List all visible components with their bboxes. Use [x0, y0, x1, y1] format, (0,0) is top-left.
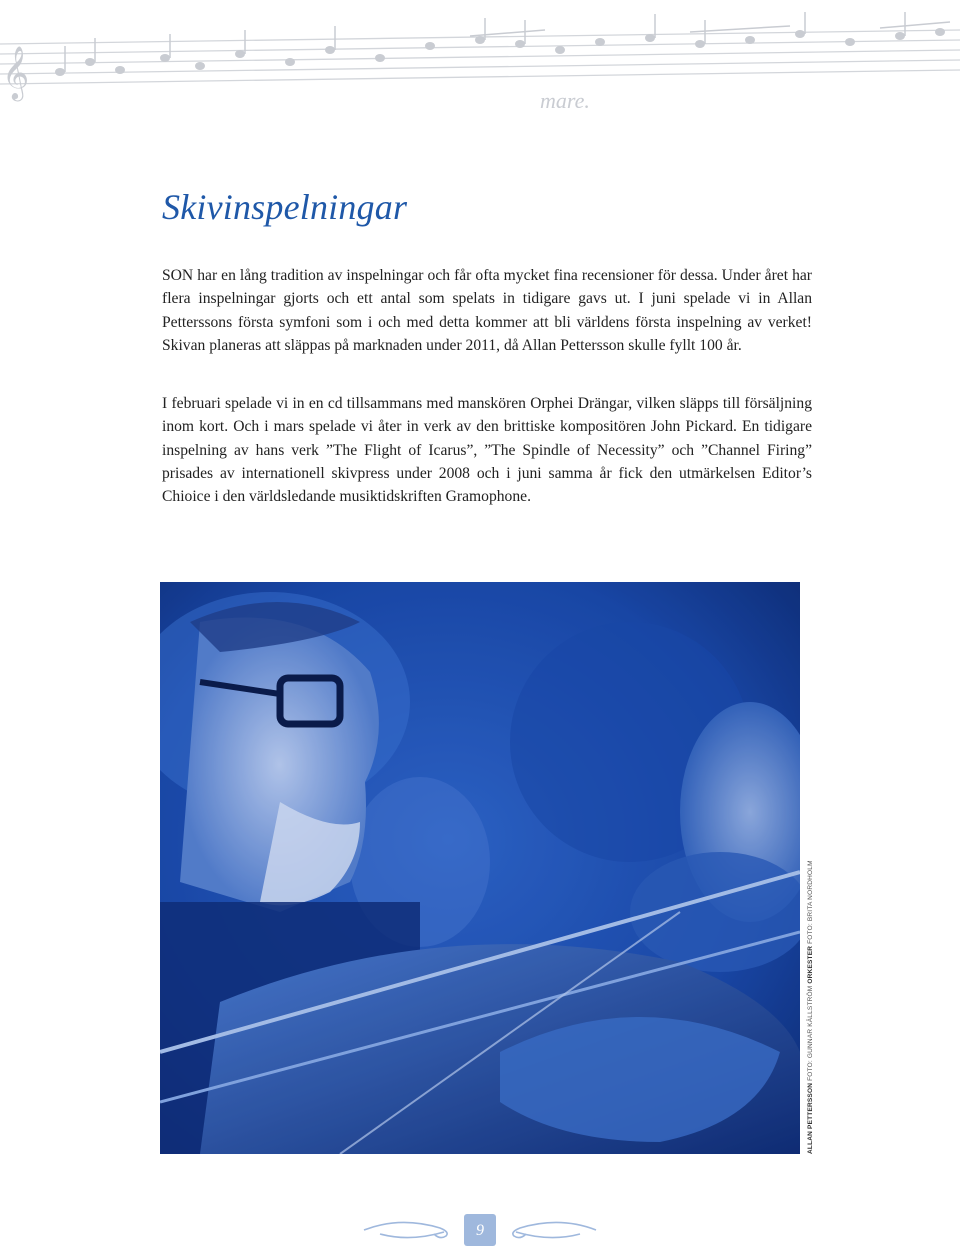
credit-photographer: FOTO: BRITA NORDHOLM	[807, 860, 814, 946]
orchestra-photo	[160, 582, 800, 1154]
svg-text:𝄞: 𝄞	[2, 45, 30, 99]
page-title: Skivinspelningar	[162, 187, 408, 227]
paragraph: I februari spelade vi in en cd tillsammans med manskören Orphei Drängar, vilken släpps till försäljning inom kort. Och i mars spelade vi åter in verk av den brittiske kompositören John Pickard. En tidigare inspelning av hans verk ”The Flight of Icarus”, ”The Spindle of Necessity” och ”Channel Firing” prisades av internationell skivpress under 2008 och i juni samma år fick den utmärkelsen Editor’s Chioice i den världsledande musiktidskriften Gramophone.	[162, 395, 812, 506]
credit-text: FOTO: GUNNAR KÄLLSTRÖM	[807, 983, 814, 1083]
credit-orchestra: ORKESTER	[807, 945, 814, 984]
credit-subject: ALLAN PETTERSSON	[807, 1082, 814, 1154]
paragraph: SON har en lång tradition av inspelningar och får ofta mycket fina recensioner för dessa. Under året har flera inspelningar gjorts och ett antal som spelats in tidigare gavs ut. I juni spelade vi in Allan Petterssons första symfoni som i och med detta kommer att bli världens första inspelning av verket! Skivan planeras att släppas på marknaden under 2011, då Allan Pettersson skulle fyllt 100 år.	[162, 267, 812, 354]
page-number: 9	[476, 1222, 484, 1239]
photo-credit	[807, 860, 814, 1154]
score-marking: mare.	[540, 88, 590, 113]
music-score-decoration	[0, 0, 960, 140]
